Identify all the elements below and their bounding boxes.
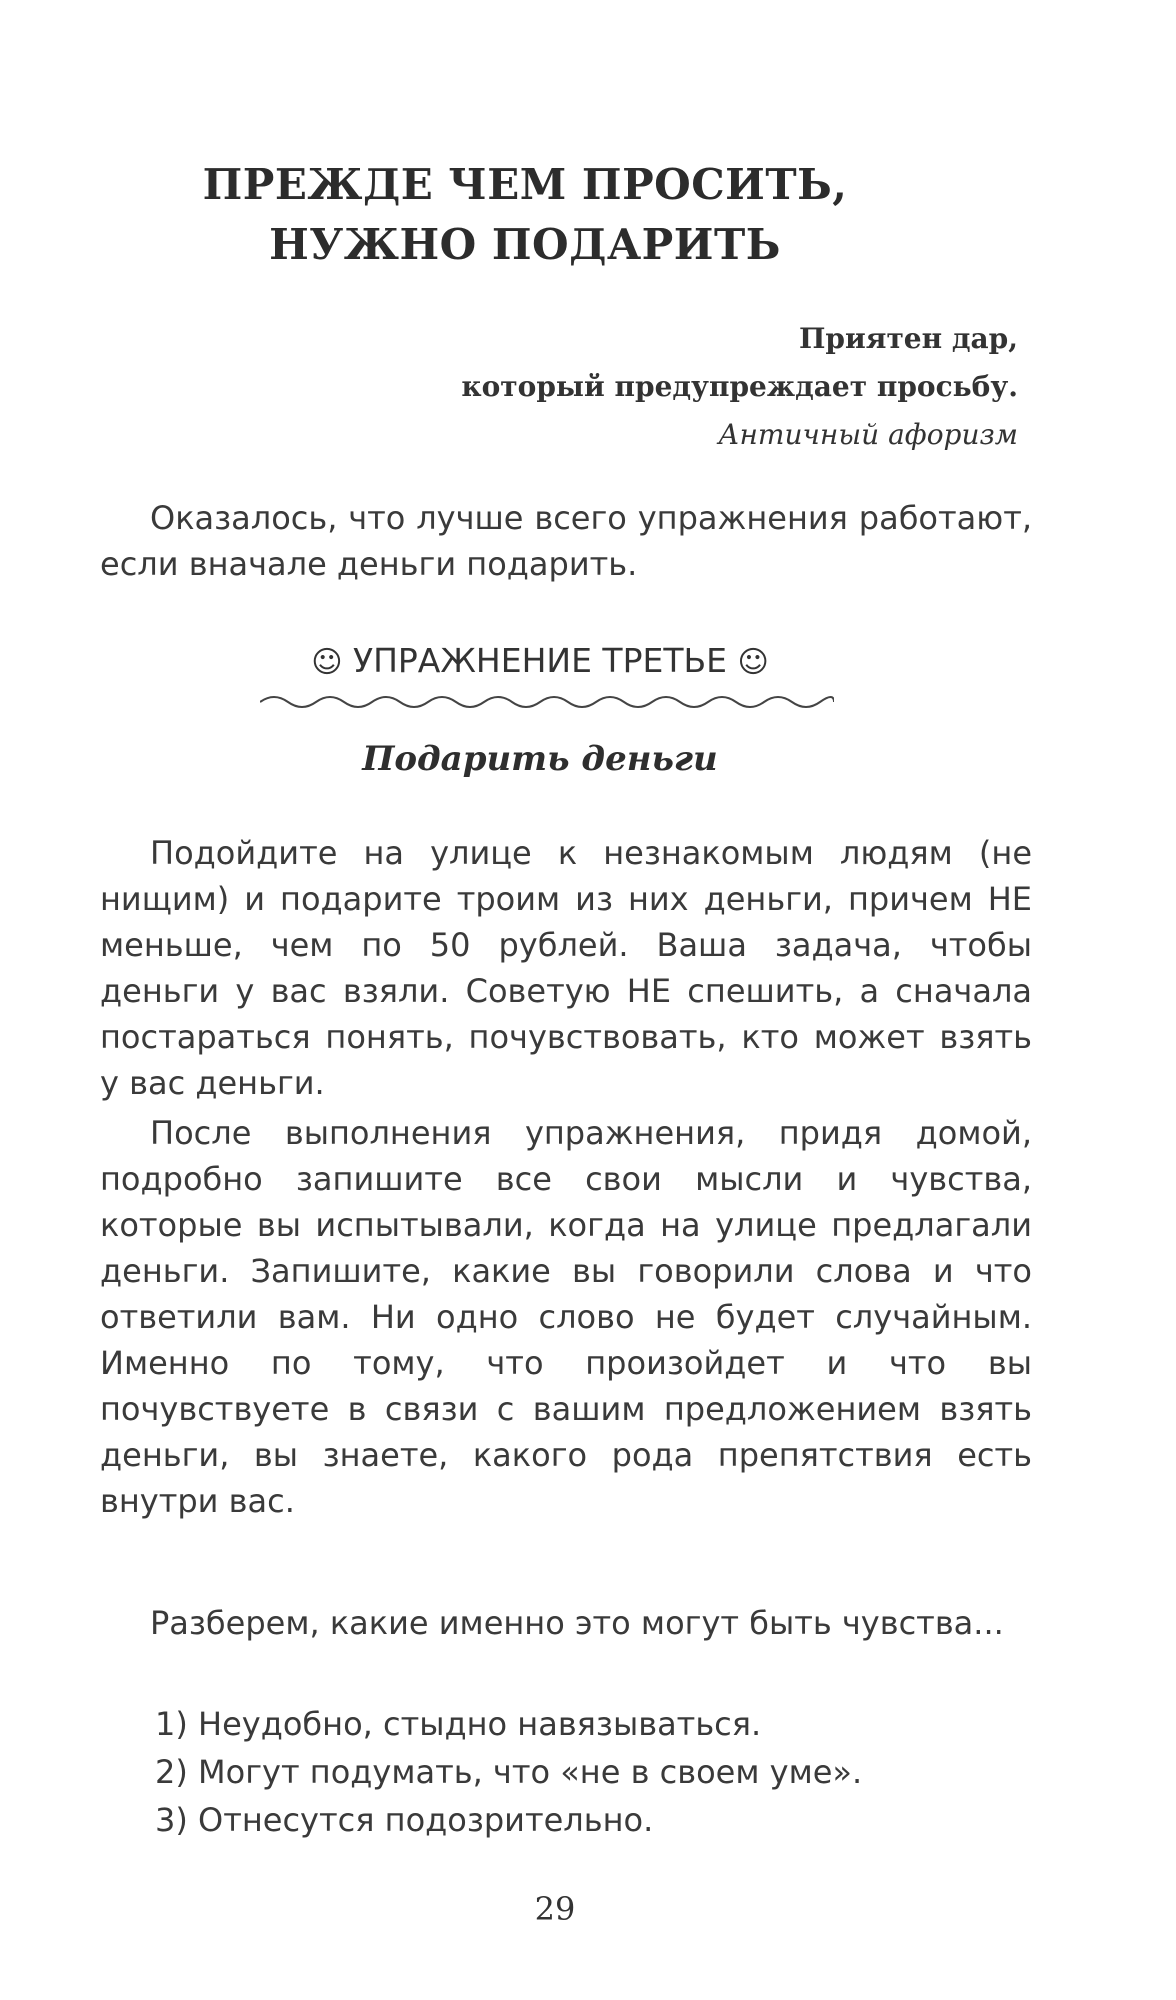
body-paragraph-1: Подойдите на улице к незнакомым людям (не нищим) и подарите троим из них деньги, причем НЕ меньше, чем по 50 рублей. Ваша задача, чтобы деньги у вас взяли. Советую НЕ спешить, а сначала постараться понять, почувствовать, кто может взять у вас деньги. — [100, 834, 1032, 1102]
smiley-icon: ☺ — [311, 645, 343, 680]
body-paragraph-2: После выполнения упражнения, придя домой, подробно запишите все свои мысли и чувства, которые вы испытывали, когда на улице предлагали деньги. Запишите, какие вы говорили слова и что ответили вам. Ни одно слово не будет случайным. Именно по тому, что произойдет и что вы почувствуете в связи с вашим предложением взять деньги, вы знаете, какого рода препятствия есть внутри вас. — [100, 1114, 1032, 1520]
epigraph-line-2: который предупреждает просьбу. — [461, 370, 1018, 403]
intro-paragraph — [100, 495, 1032, 587]
wavy-divider — [260, 692, 834, 712]
chapter-title-line-2: НУЖНО ПОДАРИТЬ — [269, 220, 781, 269]
list-item: 1) Неудобно, стыдно навязываться. — [155, 1705, 762, 1743]
list-item: 3) Отнесутся подозрительно. — [155, 1801, 654, 1839]
exercise-body — [100, 830, 1032, 1524]
epigraph-author: Античный афоризм — [718, 418, 1018, 451]
intro-text: Оказалось, что лучше всего упражнения работают, если вначале деньги подарить. — [100, 499, 1032, 583]
chapter-title — [0, 155, 1050, 275]
epigraph-line-1: Приятен дар, — [798, 322, 1018, 355]
exercise-heading — [0, 638, 1080, 686]
analysis-paragraph — [100, 1600, 1032, 1646]
page-number: 29 — [534, 1890, 576, 1928]
smiley-icon: ☺ — [737, 645, 769, 680]
feelings-list — [155, 1700, 1035, 1844]
chapter-title-line-1: ПРЕЖДЕ ЧЕМ ПРОСИТЬ, — [202, 160, 848, 209]
exercise-heading-text: УПРАЖНЕНИЕ ТРЕТЬЕ — [352, 641, 727, 680]
list-item: 2) Могут подумать, что «не в своем уме». — [155, 1753, 863, 1791]
epigraph — [461, 315, 1018, 459]
analysis-text: Разберем, какие именно это могут быть чувства... — [150, 1604, 1004, 1642]
exercise-subtitle: Подарить деньги — [362, 739, 718, 779]
